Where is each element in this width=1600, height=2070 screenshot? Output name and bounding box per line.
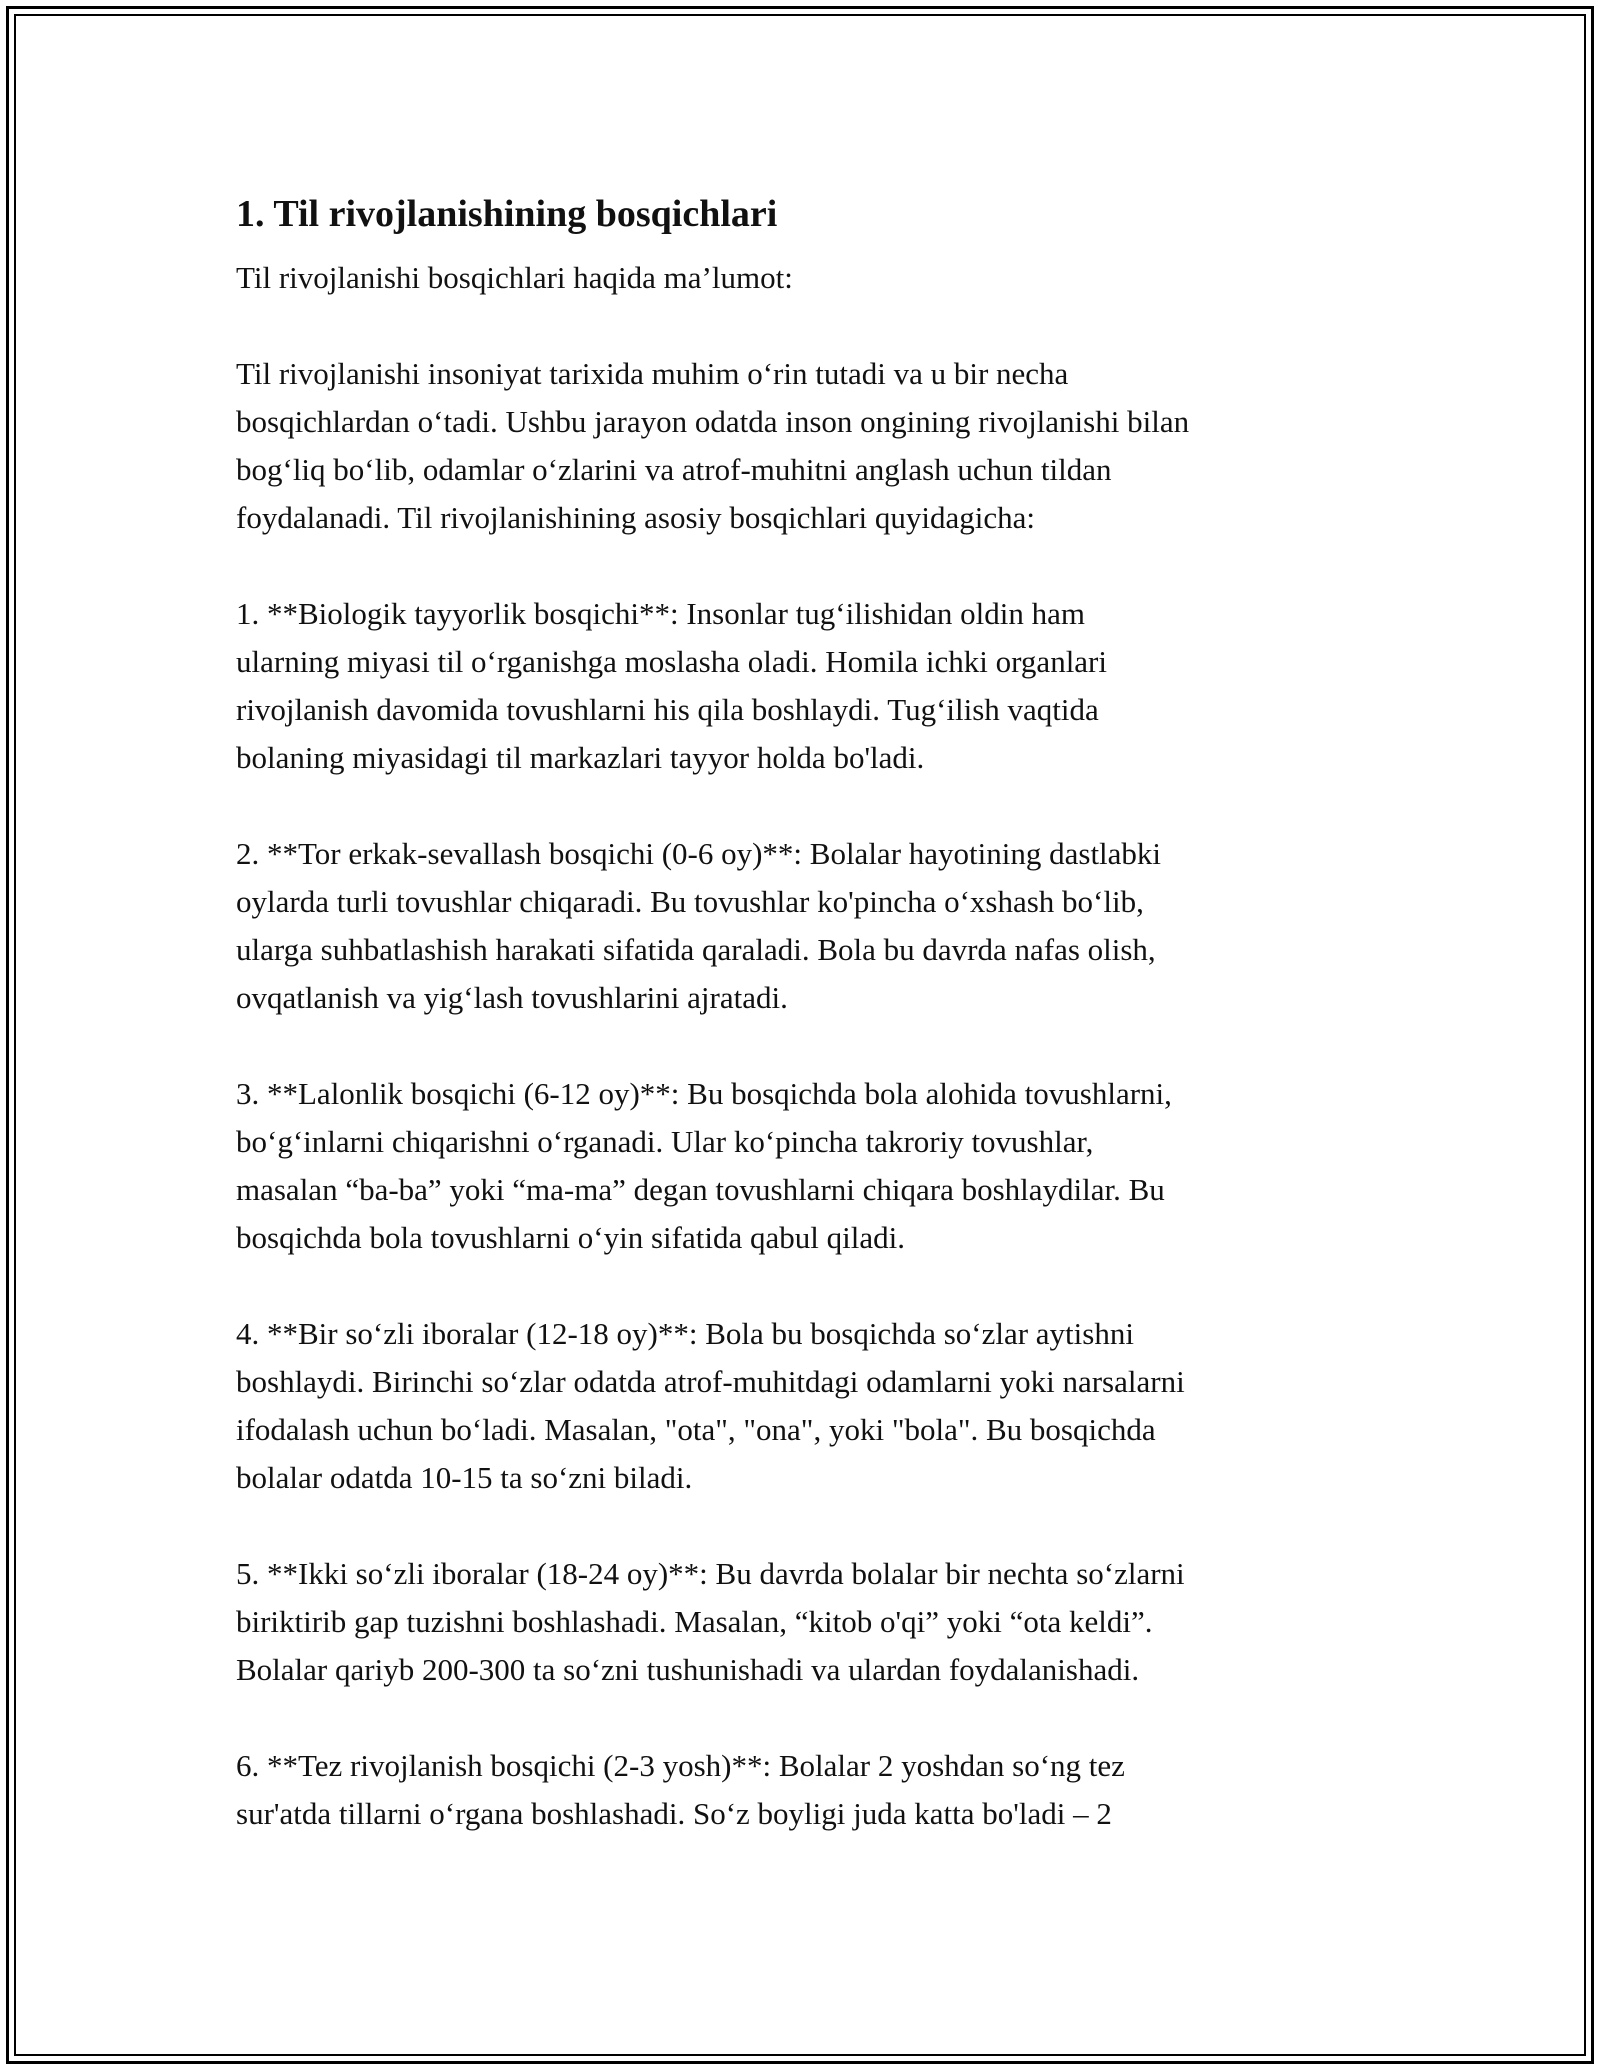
paragraph-overview — [236, 350, 1386, 542]
paragraph-line: ovqatlanish va yig‘lash tovushlarini ajratadi. — [236, 980, 788, 1015]
paragraph-line: bolalar odatda 10-15 ta so‘zni biladi. — [236, 1460, 693, 1495]
paragraph-line: Bolalar qariyb 200-300 ta so‘zni tushunishadi va ulardan foydalanishadi. — [236, 1652, 1140, 1687]
paragraph-line: bog‘liq bo‘lib, odamlar o‘zlarini va atrof-muhitni anglash uchun tildan — [236, 452, 1112, 487]
paragraph-stage-5 — [236, 1550, 1386, 1694]
paragraph-line: sur'atda tillarni o‘rgana boshlashadi. So‘z boyligi juda katta bo'ladi – 2 — [236, 1796, 1112, 1831]
paragraph-line: bolaning miyasidagi til markazlari tayyor holda bo'ladi. — [236, 740, 925, 775]
paragraph-line: bosqichda bola tovushlarni o‘yin sifatida qabul qiladi. — [236, 1220, 905, 1255]
paragraph-stage-6 — [236, 1742, 1386, 1838]
paragraph-stage-1 — [236, 590, 1386, 782]
paragraph-line: 6. **Tez rivojlanish bosqichi (2-3 yosh)**: Bolalar 2 yoshdan so‘ng tez — [236, 1748, 1125, 1783]
paragraph-line: biriktirib gap tuzishni boshlashadi. Masalan, “kitob o'qi” yoki “ota keldi”. — [236, 1604, 1153, 1639]
paragraph-stage-2 — [236, 830, 1386, 1022]
paragraph-stage-4 — [236, 1310, 1386, 1502]
paragraph-line: masalan “ba-ba” yoki “ma-ma” degan tovushlarni chiqara boshlaydilar. Bu — [236, 1172, 1165, 1207]
paragraph-line: Til rivojlanishi insoniyat tarixida muhim o‘rin tutadi va u bir necha — [236, 356, 1069, 391]
paragraph-line: ifodalash uchun bo‘ladi. Masalan, "ota", "ona", yoki "bola". Bu bosqichda — [236, 1412, 1156, 1447]
paragraph-line: ularning miyasi til o‘rganishga moslasha oladi. Homila ichki organlari — [236, 644, 1107, 679]
paragraph-line: ularga suhbatlashish harakati sifatida qaraladi. Bola bu davrda nafas olish, — [236, 932, 1156, 967]
document-body — [236, 186, 1386, 1838]
paragraph-line: 3. **Lalonlik bosqichi (6-12 oy)**: Bu bosqichda bola alohida tovushlarni, — [236, 1076, 1172, 1111]
paragraph-line: 2. **Tor erkak-sevallash bosqichi (0-6 oy)**: Bolalar hayotining dastlabki — [236, 836, 1162, 871]
paragraph-line: rivojlanish davomida tovushlarni his qila boshlaydi. Tug‘ilish vaqtida — [236, 692, 1099, 727]
paragraph-line: oylarda turli tovushlar chiqaradi. Bu tovushlar ko'pincha o‘xshash bo‘lib, — [236, 884, 1144, 919]
paragraph-line: bosqichlardan o‘tadi. Ushbu jarayon odatda inson ongining rivojlanishi bilan — [236, 404, 1190, 439]
paragraph-line: 1. **Biologik tayyorlik bosqichi**: Insonlar tug‘ilishidan oldin ham — [236, 596, 1085, 631]
paragraph-line: boshlaydi. Birinchi so‘zlar odatda atrof-muhitdagi odamlarni yoki narsalarni — [236, 1364, 1185, 1399]
intro-line: Til rivojlanishi bosqichlari haqida ma’lumot: — [236, 260, 793, 295]
paragraph-line: foydalanadi. Til rivojlanishining asosiy bosqichlari quyidagicha: — [236, 500, 1036, 535]
paragraph-line: bo‘g‘inlarni chiqarishni o‘rganadi. Ular ko‘pincha takroriy tovushlar, — [236, 1124, 1094, 1159]
document-title: 1. Til rivojlanishining bosqichlari — [236, 193, 778, 235]
paragraph-stage-3 — [236, 1070, 1386, 1262]
paragraph-line: 4. **Bir so‘zli iboralar (12-18 oy)**: Bola bu bosqichda so‘zlar aytishni — [236, 1316, 1134, 1351]
paragraph-line: 5. **Ikki so‘zli iboralar (18-24 oy)**: Bu davrda bolalar bir nechta so‘zlarni — [236, 1556, 1185, 1591]
